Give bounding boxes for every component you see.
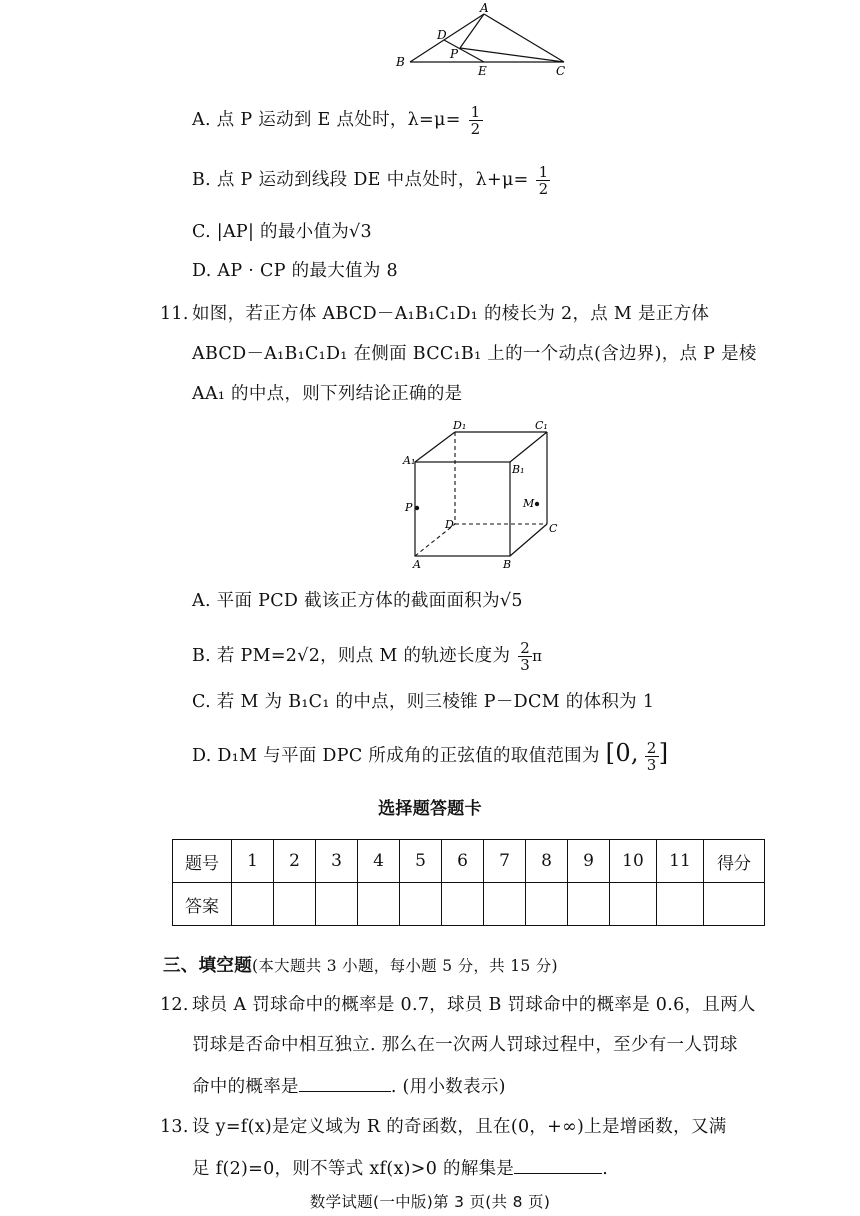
cube-figure	[395, 418, 575, 570]
fraction-half-b: $\frac{1}{2}$	[536, 164, 550, 197]
q13-line-1: 设 y=f(x)是定义域为 R 的奇函数，且在(0，+∞)上是增函数，又满	[192, 1117, 727, 1137]
answer-cell	[274, 883, 316, 926]
q13-number: 13.	[160, 1117, 189, 1137]
q12-line-3: 命中的概率是 . (用小数表示)	[192, 1073, 506, 1099]
header-cell: 4	[358, 840, 400, 883]
header-cell: 9	[568, 840, 610, 883]
answer-blank	[299, 1073, 391, 1092]
label-b: B	[396, 55, 405, 69]
q13-line-2: 足 f(2)=0，则不等式 xf(x)>0 的解集是 .	[192, 1155, 608, 1181]
q10-option-d: D. AP · CP 的最大值为 8	[192, 261, 398, 281]
label-b1: B₁	[512, 463, 525, 476]
header-cell: 11	[657, 840, 704, 883]
label-d-cube: D	[445, 518, 454, 531]
q11-option-b: B. 若 PM=2√2，则点 M 的轨迹长度为 $\frac{2}{3}$ π	[192, 639, 543, 674]
answer-cell	[400, 883, 442, 926]
label-a: A	[480, 1, 489, 15]
answer-card-title: 选择题答题卡	[378, 799, 482, 819]
q12-number: 12.	[160, 995, 189, 1015]
page-footer: 数学试题(一中版)第 3 页(共 8 页)	[309, 1193, 551, 1211]
label-b-cube: B	[503, 558, 512, 570]
label-m: M	[523, 497, 535, 510]
answer-cell	[442, 883, 484, 926]
label-p-cube: P	[405, 501, 413, 514]
header-cell: 得分	[704, 840, 765, 883]
fraction-interval: $\frac{2}{3}$	[645, 740, 659, 773]
q10-option-c: C. |AP| 的最小值为√3	[192, 222, 372, 242]
triangle-figure	[380, 0, 580, 80]
header-cell: 8	[526, 840, 568, 883]
answer-cell	[358, 883, 400, 926]
q11-line-2: ABCD－A₁B₁C₁D₁ 在侧面 BCC₁B₁ 上的一个动点(含边界)，点 P 是棱	[192, 344, 757, 364]
answer-cell	[232, 883, 274, 926]
answer-blank	[514, 1155, 602, 1174]
table-row	[173, 840, 765, 883]
answer-label-cell: 答案	[173, 883, 232, 926]
header-cell: 10	[610, 840, 657, 883]
header-cell: 2	[274, 840, 316, 883]
q11-line-1: 如图，若正方体 ABCD－A₁B₁C₁D₁ 的棱长为 2，点 M 是正方体	[192, 304, 710, 324]
answer-cell	[657, 883, 704, 926]
answer-card-table	[172, 839, 765, 926]
header-cell: 6	[442, 840, 484, 883]
q11-number: 11.	[160, 304, 189, 324]
q11-option-c: C. 若 M 为 B₁C₁ 的中点，则三棱锥 P－DCM 的体积为 1	[192, 692, 655, 712]
label-d1: D₁	[453, 419, 467, 432]
label-c: C	[556, 64, 566, 78]
q11-option-a: A. 平面 PCD 截该正方体的截面面积为√5	[192, 591, 523, 611]
label-d: D	[437, 28, 447, 42]
q12-line-1: 球员 A 罚球命中的概率是 0.7，球员 B 罚球命中的概率是 0.6，且两人	[192, 995, 756, 1015]
fraction-two-thirds: $\frac{2}{3}$	[518, 640, 532, 673]
table-row	[173, 883, 765, 926]
label-c-cube: C	[549, 522, 558, 535]
q11-line-3: AA₁ 的中点，则下列结论正确的是	[192, 384, 463, 404]
header-cell: 1	[232, 840, 274, 883]
answer-cell	[610, 883, 657, 926]
header-cell: 7	[484, 840, 526, 883]
score-cell	[704, 883, 765, 926]
header-cell: 5	[400, 840, 442, 883]
label-a1: A₁	[403, 454, 416, 467]
section-heading: 三、填空题(本大题共 3 小题，每小题 5 分，共 15 分)	[163, 956, 558, 976]
q12-line-2: 罚球是否命中相互独立. 那么在一次两人罚球过程中，至少有一人罚球	[192, 1035, 738, 1055]
label-e: E	[478, 64, 487, 78]
label-a-cube: A	[413, 558, 421, 570]
header-cell: 3	[316, 840, 358, 883]
q10-option-a: A. 点 P 运动到 E 点处时，λ=μ= $\frac{1}{2}$	[192, 104, 483, 137]
answer-cell	[526, 883, 568, 926]
fraction-half-a: $\frac{1}{2}$	[469, 104, 483, 137]
label-p: P	[450, 47, 459, 61]
answer-cell	[484, 883, 526, 926]
q11-option-d: D. D₁M 与平面 DPC 所成角的正弦值的取值范围为 [0, $\frac{2}{3}$ ]	[192, 739, 669, 774]
q10-option-b: B. 点 P 运动到线段 DE 中点处时，λ+μ= $\frac{1}{2}$	[192, 164, 550, 197]
answer-cell	[316, 883, 358, 926]
label-c1: C₁	[535, 419, 548, 432]
header-cell: 题号	[173, 840, 232, 883]
answer-cell	[568, 883, 610, 926]
